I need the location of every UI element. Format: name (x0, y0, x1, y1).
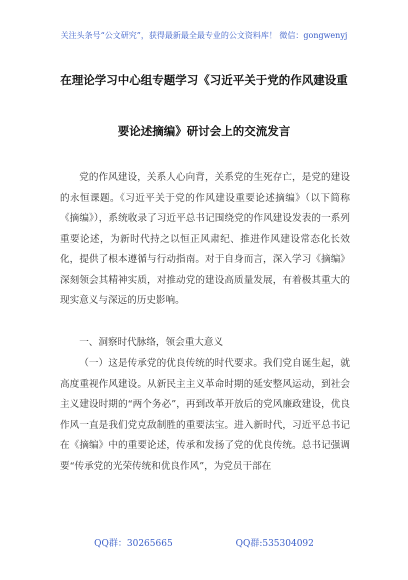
document-title-line-1: 在理论学习中心组专题学习《习近平关于党的作风建设重 (60, 73, 348, 87)
header-banner: 关注头条号“公文研究”，获得最新最全最专业的公文资料库！ 微信：gongwenyj (60, 31, 348, 40)
footer-contacts (0, 536, 408, 549)
section-heading-1: 一、洞察时代脉络，领会重大意义 (79, 337, 224, 348)
body-paragraph-1: 党的作风建设，关系人心向背，关系党的生死存亡，是党的建设的永恒课题。《习近平关于党的作风建设重要论述摘编》（以下简称《摘编》），系统收录了习近平总书记围绕党的作风建设发表的一系列重要论述，为新时代持之以恒正风肃纪、推进作风建设常态化长效化，提供了根本遵循与行动指南。对于自身而言，深入学习《摘编》深刻领会其精神实质，对推动党的建设高质量发展，有着极其重大的现实意义与深远的历史影响。 (60, 172, 350, 306)
body-paragraph-2: （一）这是传承党的优良传统的时代要求。我们党自诞生起，就高度重视作风建设。从新民主主义革命时期的延安整风运动，到社会主义建设时期的“两个务必”，再到改革开放后的党风廉政建设，优良作风一直是我们党克敌制胜的重要法宝。进入新时代，习近平总书记在《摘编》中的重要论述，传承和发扬了党的优良传统。总书记强调要“传承党的光荣传统和优良作风”，为党员干部在 (60, 358, 350, 472)
document-title-line-2: 要论述摘编》研讨会上的交流发言 (117, 124, 291, 138)
footer-qq-group-1: QQ群：30265665 (94, 539, 173, 549)
footer-qq-group-2: QQ群:535304092 (235, 539, 314, 549)
